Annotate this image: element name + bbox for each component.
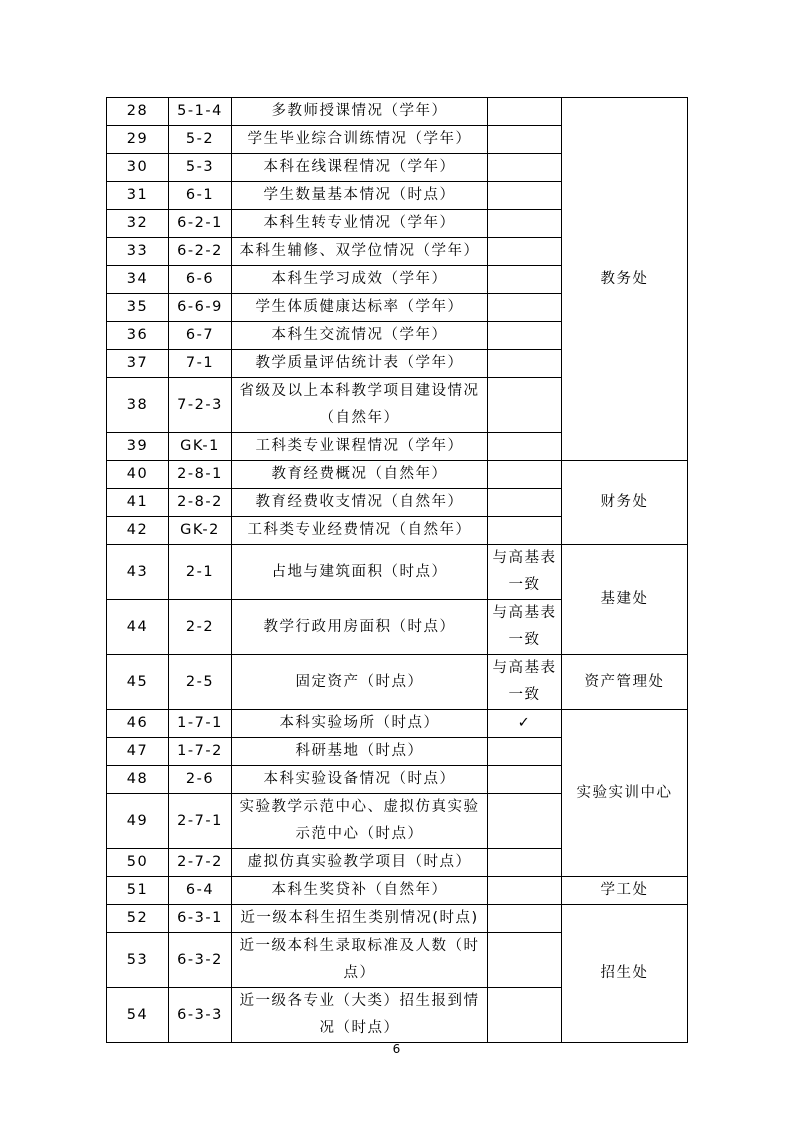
row-number: 29 xyxy=(107,126,169,154)
table-name: 虚拟仿真实验教学项目（时点） xyxy=(232,849,488,877)
row-number: 35 xyxy=(107,294,169,322)
table-name: 科研基地（时点） xyxy=(232,738,488,766)
note-cell xyxy=(488,433,562,461)
table-code: 2-6 xyxy=(169,766,232,794)
table-code: 6-1 xyxy=(169,182,232,210)
table-name: 工科类专业经费情况（自然年） xyxy=(232,517,488,545)
table-name: 学生体质健康达标率（学年） xyxy=(232,294,488,322)
table-code: 7-2-3 xyxy=(169,378,232,433)
row-number: 46 xyxy=(107,710,169,738)
note-cell xyxy=(488,877,562,905)
note-cell xyxy=(488,738,562,766)
table-code: 2-5 xyxy=(169,655,232,710)
table-code: 5-1-4 xyxy=(169,98,232,126)
note-cell xyxy=(488,154,562,182)
table-row xyxy=(107,545,688,600)
row-number: 43 xyxy=(107,545,169,600)
table-code: 5-3 xyxy=(169,154,232,182)
note-cell xyxy=(488,182,562,210)
table-code: 2-8-1 xyxy=(169,461,232,489)
row-number: 38 xyxy=(107,378,169,433)
table-code: GK-2 xyxy=(169,517,232,545)
table-row xyxy=(107,461,688,489)
row-number: 28 xyxy=(107,98,169,126)
table-code: 1-7-1 xyxy=(169,710,232,738)
note-cell xyxy=(488,489,562,517)
table-name: 工科类专业课程情况（学年） xyxy=(232,433,488,461)
table-code: 6-2-1 xyxy=(169,210,232,238)
department-cell: 教务处 xyxy=(562,98,688,461)
table-name: 本科实验设备情况（时点） xyxy=(232,766,488,794)
department-cell: 基建处 xyxy=(562,545,688,655)
row-number: 39 xyxy=(107,433,169,461)
table-code: 1-7-2 xyxy=(169,738,232,766)
page-number: 6 xyxy=(392,1042,401,1056)
table-name: 固定资产（时点） xyxy=(232,655,488,710)
note-cell: 与高基表一致 xyxy=(488,600,562,655)
row-number: 30 xyxy=(107,154,169,182)
note-cell xyxy=(488,988,562,1043)
row-number: 41 xyxy=(107,489,169,517)
row-number: 37 xyxy=(107,350,169,378)
table-row xyxy=(107,655,688,710)
table-code: 6-3-2 xyxy=(169,933,232,988)
row-number: 31 xyxy=(107,182,169,210)
table-name: 本科实验场所（时点） xyxy=(232,710,488,738)
note-cell xyxy=(488,322,562,350)
table-code: 2-8-2 xyxy=(169,489,232,517)
table-code: 2-7-2 xyxy=(169,849,232,877)
row-number: 50 xyxy=(107,849,169,877)
table-code: 6-4 xyxy=(169,877,232,905)
table-name: 学生数量基本情况（时点） xyxy=(232,182,488,210)
table-code: 7-1 xyxy=(169,350,232,378)
table-row xyxy=(107,710,688,738)
table-name: 本科生奖贷补（自然年） xyxy=(232,877,488,905)
table-name: 实验教学示范中心、虚拟仿真实验示范中心（时点） xyxy=(232,794,488,849)
department-cell: 招生处 xyxy=(562,905,688,1043)
table-code: 2-2 xyxy=(169,600,232,655)
note-cell: 与高基表一致 xyxy=(488,545,562,600)
check-mark: ✓ xyxy=(488,710,562,738)
note-cell xyxy=(488,98,562,126)
note-cell xyxy=(488,794,562,849)
table-name: 教学行政用房面积（时点） xyxy=(232,600,488,655)
table-name: 本科在线课程情况（学年） xyxy=(232,154,488,182)
row-number: 44 xyxy=(107,600,169,655)
table-name: 多教师授课情况（学年） xyxy=(232,98,488,126)
table-name: 省级及以上本科教学项目建设情况（自然年） xyxy=(232,378,488,433)
note-cell xyxy=(488,294,562,322)
row-number: 45 xyxy=(107,655,169,710)
table-code: 6-3-3 xyxy=(169,988,232,1043)
department-cell: 财务处 xyxy=(562,461,688,545)
table-code: 6-6-9 xyxy=(169,294,232,322)
table-name: 本科生交流情况（学年） xyxy=(232,322,488,350)
table-name: 学生毕业综合训练情况（学年） xyxy=(232,126,488,154)
table-row xyxy=(107,98,688,126)
note-cell xyxy=(488,461,562,489)
row-number: 40 xyxy=(107,461,169,489)
data-table xyxy=(106,97,688,1043)
row-number: 53 xyxy=(107,933,169,988)
table-name: 教学质量评估统计表（学年） xyxy=(232,350,488,378)
note-cell xyxy=(488,766,562,794)
table-name: 近一级本科生录取标准及人数（时点） xyxy=(232,933,488,988)
row-number: 51 xyxy=(107,877,169,905)
note-cell xyxy=(488,350,562,378)
table-row xyxy=(107,905,688,933)
note-cell xyxy=(488,266,562,294)
table-code: 6-7 xyxy=(169,322,232,350)
note-cell xyxy=(488,210,562,238)
table-name: 近一级本科生招生类别情况(时点) xyxy=(232,905,488,933)
table-name: 教育经费概况（自然年） xyxy=(232,461,488,489)
table-code: 5-2 xyxy=(169,126,232,154)
table-row xyxy=(107,877,688,905)
department-cell: 实验实训中心 xyxy=(562,710,688,877)
note-cell xyxy=(488,126,562,154)
table-name: 本科生辅修、双学位情况（学年） xyxy=(232,238,488,266)
row-number: 49 xyxy=(107,794,169,849)
department-cell: 资产管理处 xyxy=(562,655,688,710)
note-cell xyxy=(488,517,562,545)
table-code: 6-2-2 xyxy=(169,238,232,266)
note-cell xyxy=(488,905,562,933)
row-number: 52 xyxy=(107,905,169,933)
table-name: 本科生转专业情况（学年） xyxy=(232,210,488,238)
table-code: 2-1 xyxy=(169,545,232,600)
row-number: 54 xyxy=(107,988,169,1043)
table-code: GK-1 xyxy=(169,433,232,461)
row-number: 34 xyxy=(107,266,169,294)
note-cell: 与高基表一致 xyxy=(488,655,562,710)
note-cell xyxy=(488,238,562,266)
department-cell: 学工处 xyxy=(562,877,688,905)
row-number: 47 xyxy=(107,738,169,766)
note-cell xyxy=(488,378,562,433)
table-code: 2-7-1 xyxy=(169,794,232,849)
table-code: 6-3-1 xyxy=(169,905,232,933)
row-number: 32 xyxy=(107,210,169,238)
table-name: 教育经费收支情况（自然年） xyxy=(232,489,488,517)
row-number: 33 xyxy=(107,238,169,266)
table-name: 本科生学习成效（学年） xyxy=(232,266,488,294)
table-name: 占地与建筑面积（时点） xyxy=(232,545,488,600)
table-code: 6-6 xyxy=(169,266,232,294)
note-cell xyxy=(488,933,562,988)
row-number: 42 xyxy=(107,517,169,545)
note-cell xyxy=(488,849,562,877)
row-number: 48 xyxy=(107,766,169,794)
table-name: 近一级各专业（大类）招生报到情况（时点） xyxy=(232,988,488,1043)
row-number: 36 xyxy=(107,322,169,350)
